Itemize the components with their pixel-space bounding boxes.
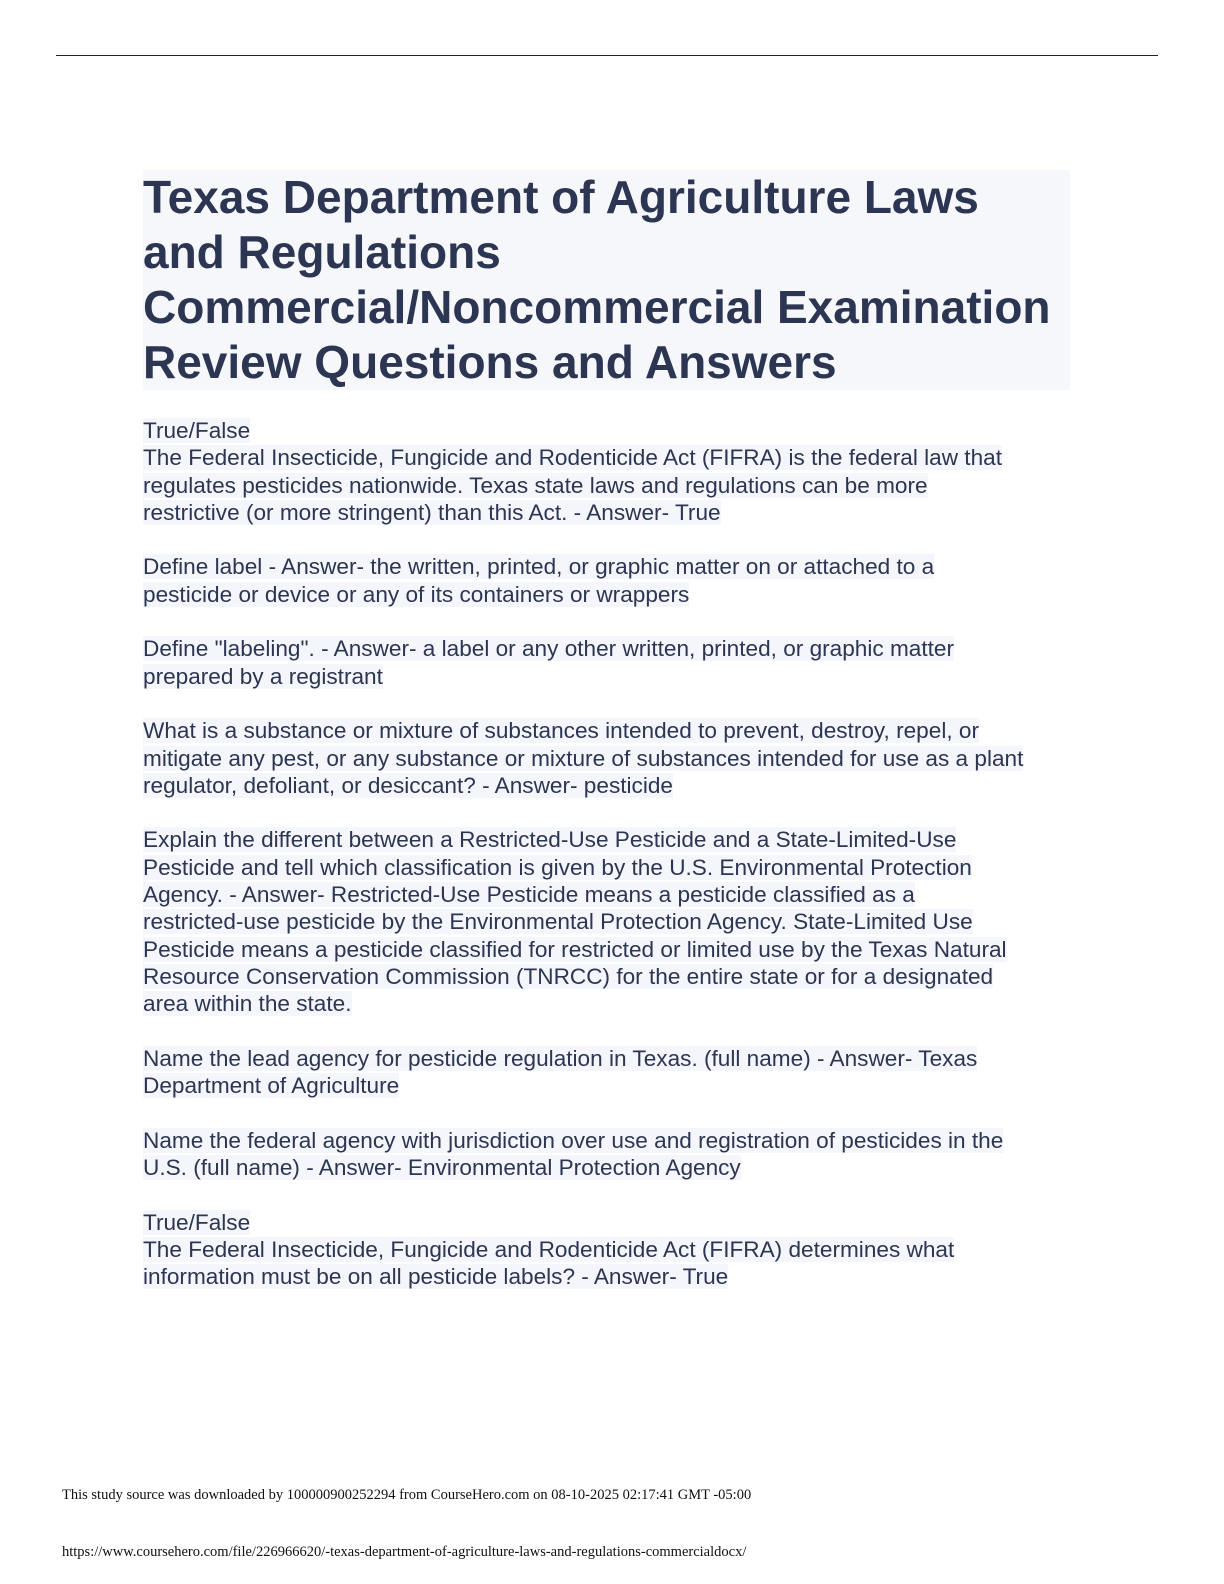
qa-line: mitigate any pest, or any substance or mixture of substances intended for use as a plant [143, 745, 1024, 771]
qa-line: pesticide or device or any of its containers or wrappers [143, 581, 690, 607]
qa-line: regulates pesticides nationwide. Texas state laws and regulations can be more [143, 472, 928, 498]
qa-line: Agency. - Answer- Restricted-Use Pesticide means a pesticide classified as a [143, 882, 915, 908]
qa-item [143, 1209, 1070, 1291]
qa-line: regulator, defoliant, or desiccant? - Answer- pesticide [143, 772, 673, 798]
qa-item [143, 1045, 1070, 1100]
source-url: https://www.coursehero.com/file/226966620/-texas-department-of-agriculture-laws-and-regulations-commercialdocx/ [62, 1544, 747, 1560]
qa-line: Resource Conservation Commission (TNRCC) for the entire state or for a designated [143, 963, 994, 989]
qa-line: The Federal Insecticide, Fungicide and Rodenticide Act (FIFRA) is the federal law that [143, 445, 1002, 471]
qa-item [143, 553, 1070, 608]
qa-line: restrictive (or more stringent) than this Act. - Answer- True [143, 499, 721, 525]
qa-line: True/False [143, 1209, 251, 1235]
qa-line: area within the state. [143, 991, 352, 1017]
qa-item [143, 717, 1070, 799]
qa-line: prepared by a registrant [143, 663, 383, 689]
qa-line: Explain the different between a Restricted-Use Pesticide and a State-Limited-Use [143, 827, 957, 853]
qa-list [143, 417, 1070, 1291]
qa-item [143, 417, 1070, 526]
qa-line: Name the federal agency with jurisdiction over use and registration of pesticides in the [143, 1127, 1004, 1153]
qa-line: Name the lead agency for pesticide regulation in Texas. (full name) - Answer- Texas [143, 1045, 978, 1071]
document-body [143, 170, 1070, 1318]
document-title: Texas Department of Agriculture Laws and Regulations Commercial/Noncommercial Examination Review Questions and Answers [143, 170, 1070, 390]
qa-line: restricted-use pesticide by the Environmental Protection Agency. State-Limited Use [143, 909, 973, 935]
top-divider [56, 55, 1158, 56]
qa-item [143, 826, 1070, 1017]
qa-line: Define label - Answer- the written, printed, or graphic matter on or attached to a [143, 554, 935, 580]
qa-line: The Federal Insecticide, Fungicide and Rodenticide Act (FIFRA) determines what [143, 1236, 955, 1262]
download-source-notice: This study source was downloaded by 100000900252294 from CourseHero.com on 08-10-2025 02:17:41 GMT -05:00 [62, 1487, 752, 1503]
qa-line: What is a substance or mixture of substances intended to prevent, destroy, repel, or [143, 718, 979, 744]
qa-line: Department of Agriculture [143, 1073, 400, 1099]
qa-line: U.S. (full name) - Answer- Environmental Protection Agency [143, 1155, 741, 1181]
qa-line: Define "labeling". - Answer- a label or any other written, printed, or graphic matter [143, 636, 954, 662]
qa-line: Pesticide means a pesticide classified for restricted or limited use by the Texas Natural [143, 936, 1007, 962]
qa-line: Pesticide and tell which classification is given by the U.S. Environmental Protection [143, 854, 972, 880]
qa-item [143, 1127, 1070, 1182]
qa-item [143, 635, 1070, 690]
qa-line: information must be on all pesticide labels? - Answer- True [143, 1264, 729, 1290]
qa-line: True/False [143, 418, 251, 443]
